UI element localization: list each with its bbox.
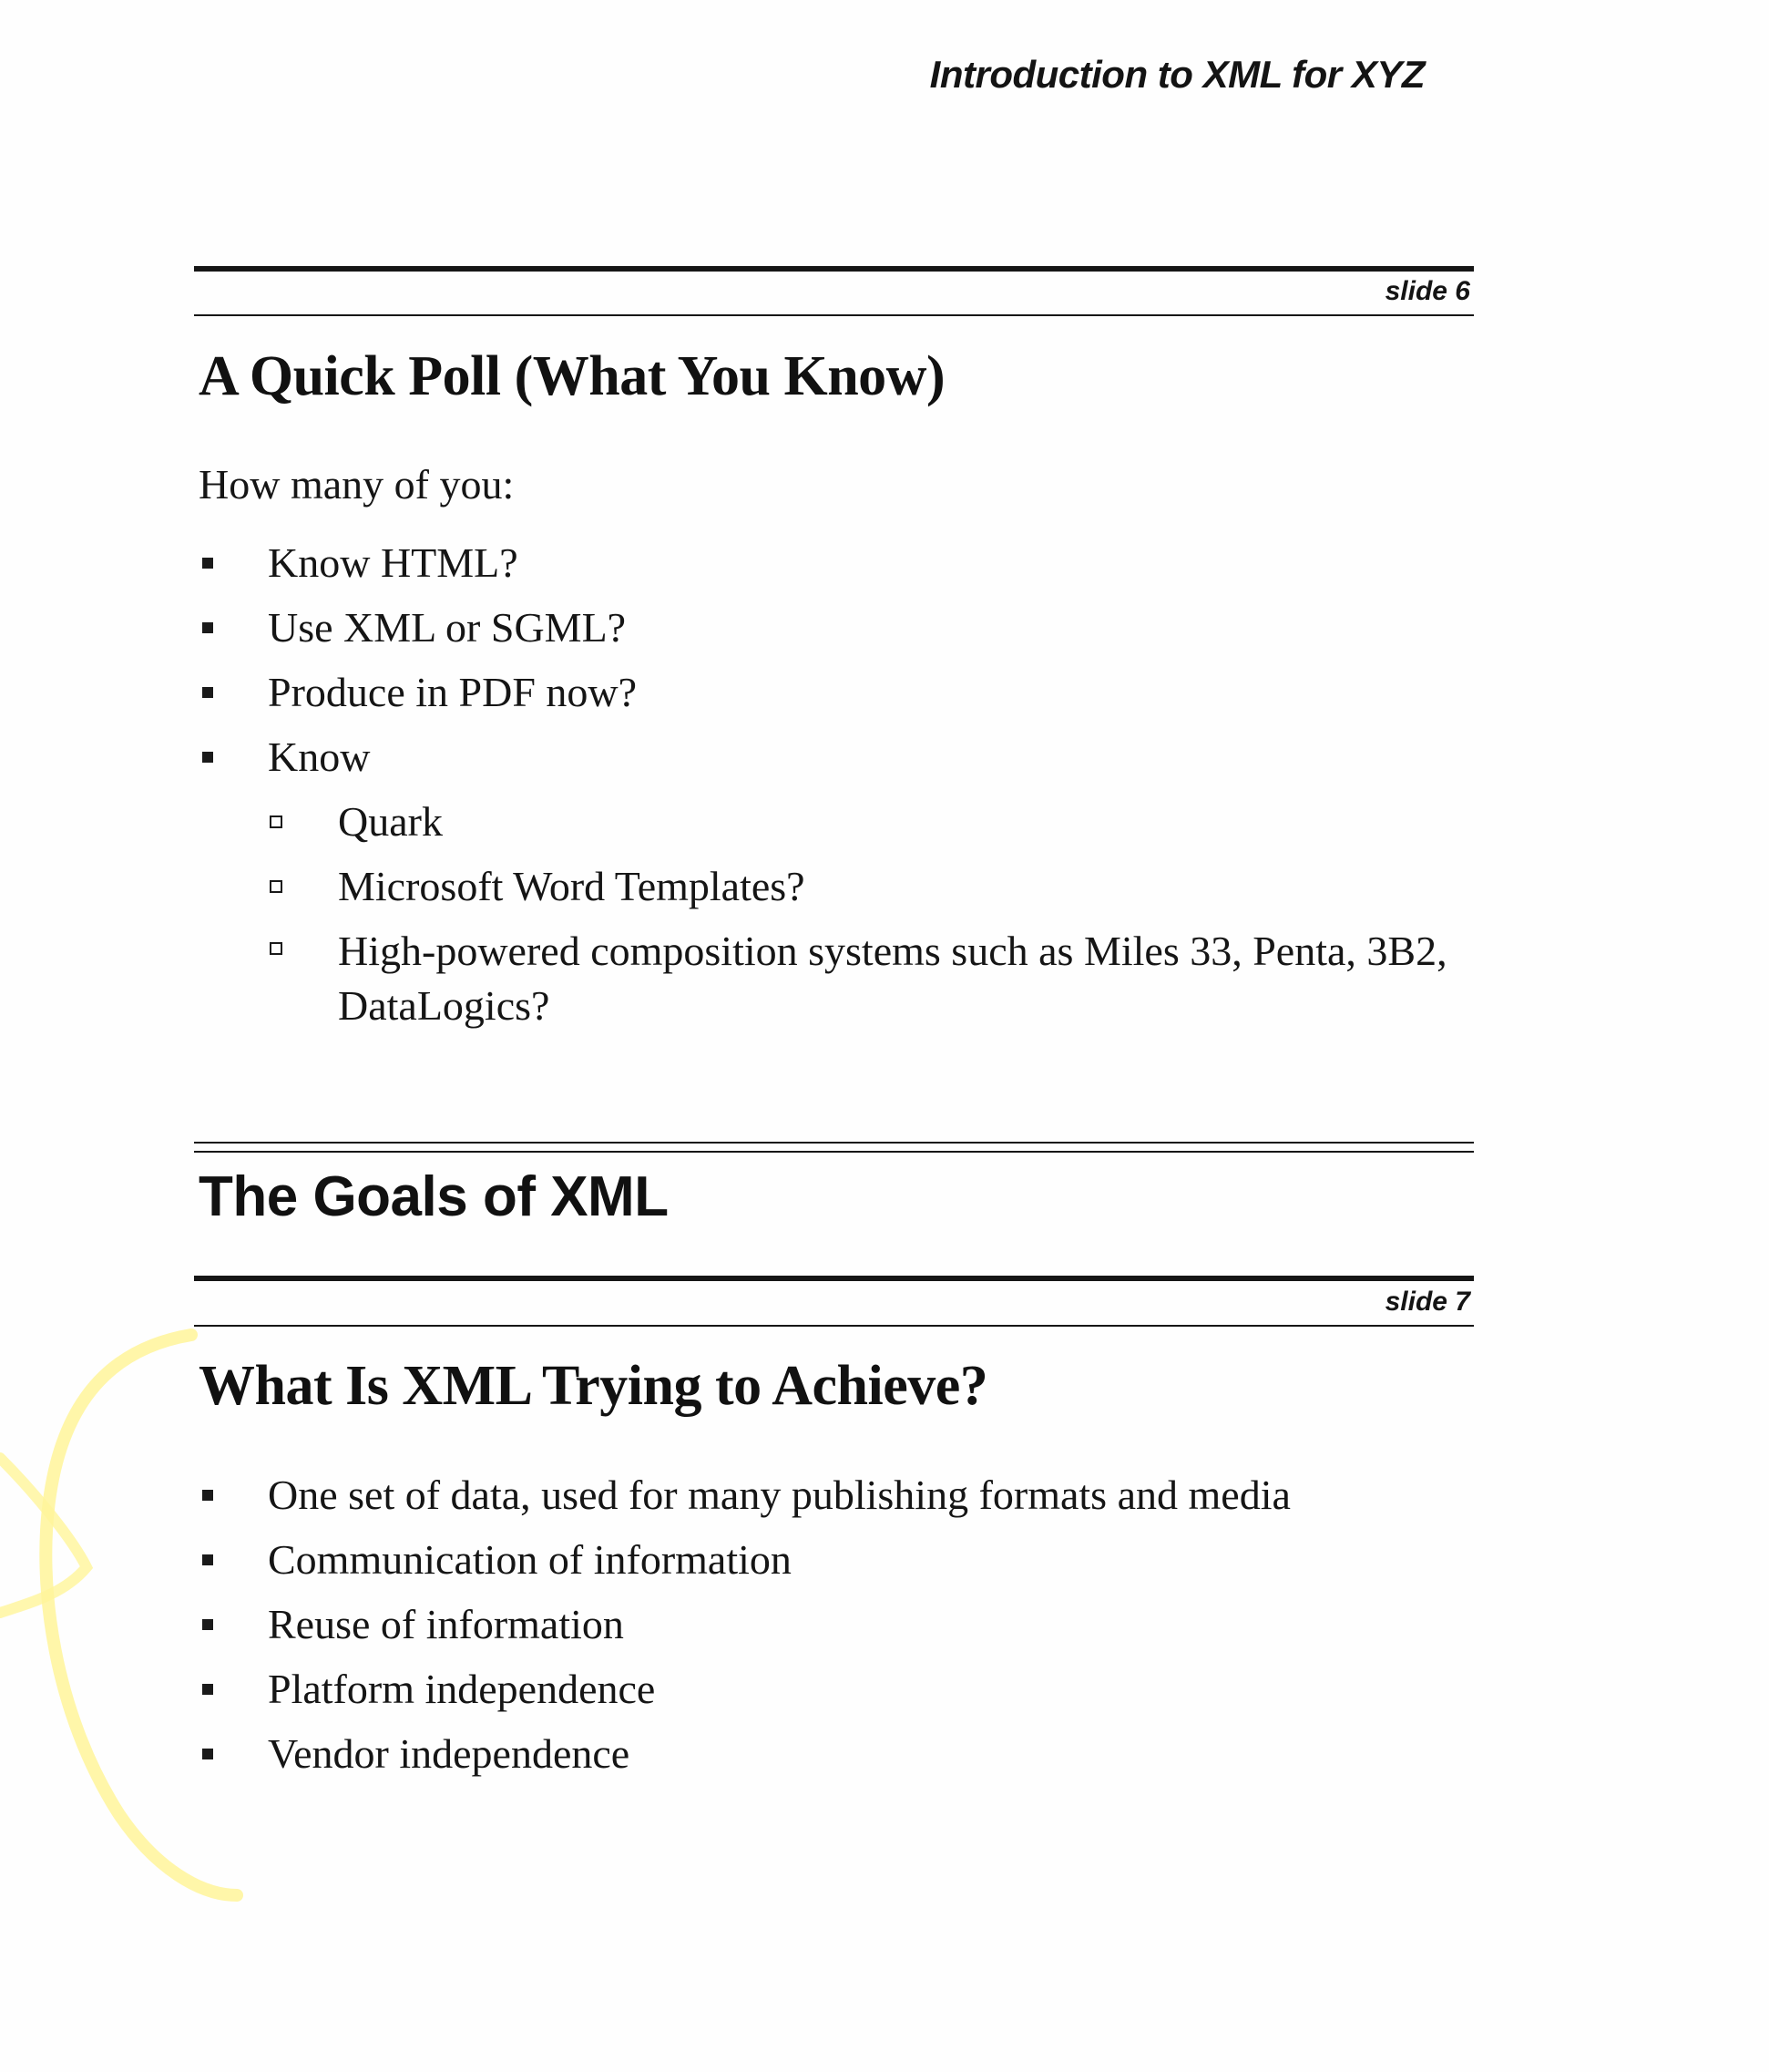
- slide-6-title: A Quick Poll (What You Know): [199, 345, 946, 407]
- square-bullet-icon: [202, 622, 213, 633]
- sub-list-item-text: High-powered composition systems such as Miles 33, Penta, 3B2, DataLogics?: [338, 928, 1447, 1029]
- list-item-text: Platform independence: [268, 1666, 656, 1712]
- slide-6-bullet-list: [199, 530, 1474, 1033]
- list-item: [199, 1721, 1474, 1786]
- slide-6-top-rule: [194, 266, 1474, 272]
- slide-7-bottom-rule: [194, 1325, 1474, 1327]
- list-item: [199, 1657, 1474, 1721]
- list-item: [199, 530, 1474, 595]
- list-item: [199, 1462, 1474, 1527]
- hollow-square-bullet-icon: [270, 815, 282, 828]
- square-bullet-icon: [202, 1490, 213, 1501]
- square-bullet-icon: [202, 1619, 213, 1630]
- square-bullet-icon: [202, 558, 213, 569]
- square-bullet-icon: [202, 752, 213, 763]
- list-item-text: Know HTML?: [268, 539, 518, 586]
- slide-6-label: slide 6: [1385, 276, 1470, 306]
- list-item-text: Communication of information: [268, 1536, 792, 1583]
- square-bullet-icon: [202, 1554, 213, 1565]
- sub-list-item-text: Quark: [338, 798, 443, 845]
- square-bullet-icon: [202, 687, 213, 698]
- slide-7-title: What Is XML Trying to Achieve?: [199, 1355, 988, 1417]
- list-item-text: One set of data, used for many publishing formats and media: [268, 1472, 1291, 1518]
- list-item: [199, 660, 1474, 724]
- sub-list-item-text: Microsoft Word Templates?: [338, 863, 805, 909]
- list-item: [199, 1527, 1474, 1592]
- square-bullet-icon: [202, 1749, 213, 1759]
- section-top-rule-2: [194, 1151, 1474, 1153]
- list-item-text: Reuse of information: [268, 1601, 624, 1647]
- section-title: The Goals of XML: [199, 1165, 669, 1228]
- sub-list-item: [199, 789, 1474, 854]
- slide-7-label: slide 7: [1385, 1287, 1470, 1317]
- hollow-square-bullet-icon: [270, 880, 282, 893]
- section-top-rule-1: [194, 1142, 1474, 1144]
- list-item-text: Know: [268, 733, 371, 780]
- sub-list-item: [199, 854, 1474, 918]
- list-item: [199, 724, 1474, 789]
- slide-7-bullet-list: [199, 1462, 1474, 1786]
- list-item: [199, 1592, 1474, 1657]
- list-item-text: Produce in PDF now?: [268, 669, 638, 715]
- sub-list-item: [199, 918, 1467, 1033]
- square-bullet-icon: [202, 1684, 213, 1695]
- list-item-text: Use XML or SGML?: [268, 604, 627, 651]
- slide-6-bottom-rule: [194, 314, 1474, 316]
- slide-7-top-rule: [194, 1276, 1474, 1281]
- running-header: Introduction to XML for XYZ: [929, 53, 1425, 96]
- slide-6-intro: How many of you:: [199, 461, 515, 508]
- list-item-text: Vendor independence: [268, 1730, 630, 1777]
- hollow-square-bullet-icon: [270, 942, 282, 955]
- list-item: [199, 595, 1474, 660]
